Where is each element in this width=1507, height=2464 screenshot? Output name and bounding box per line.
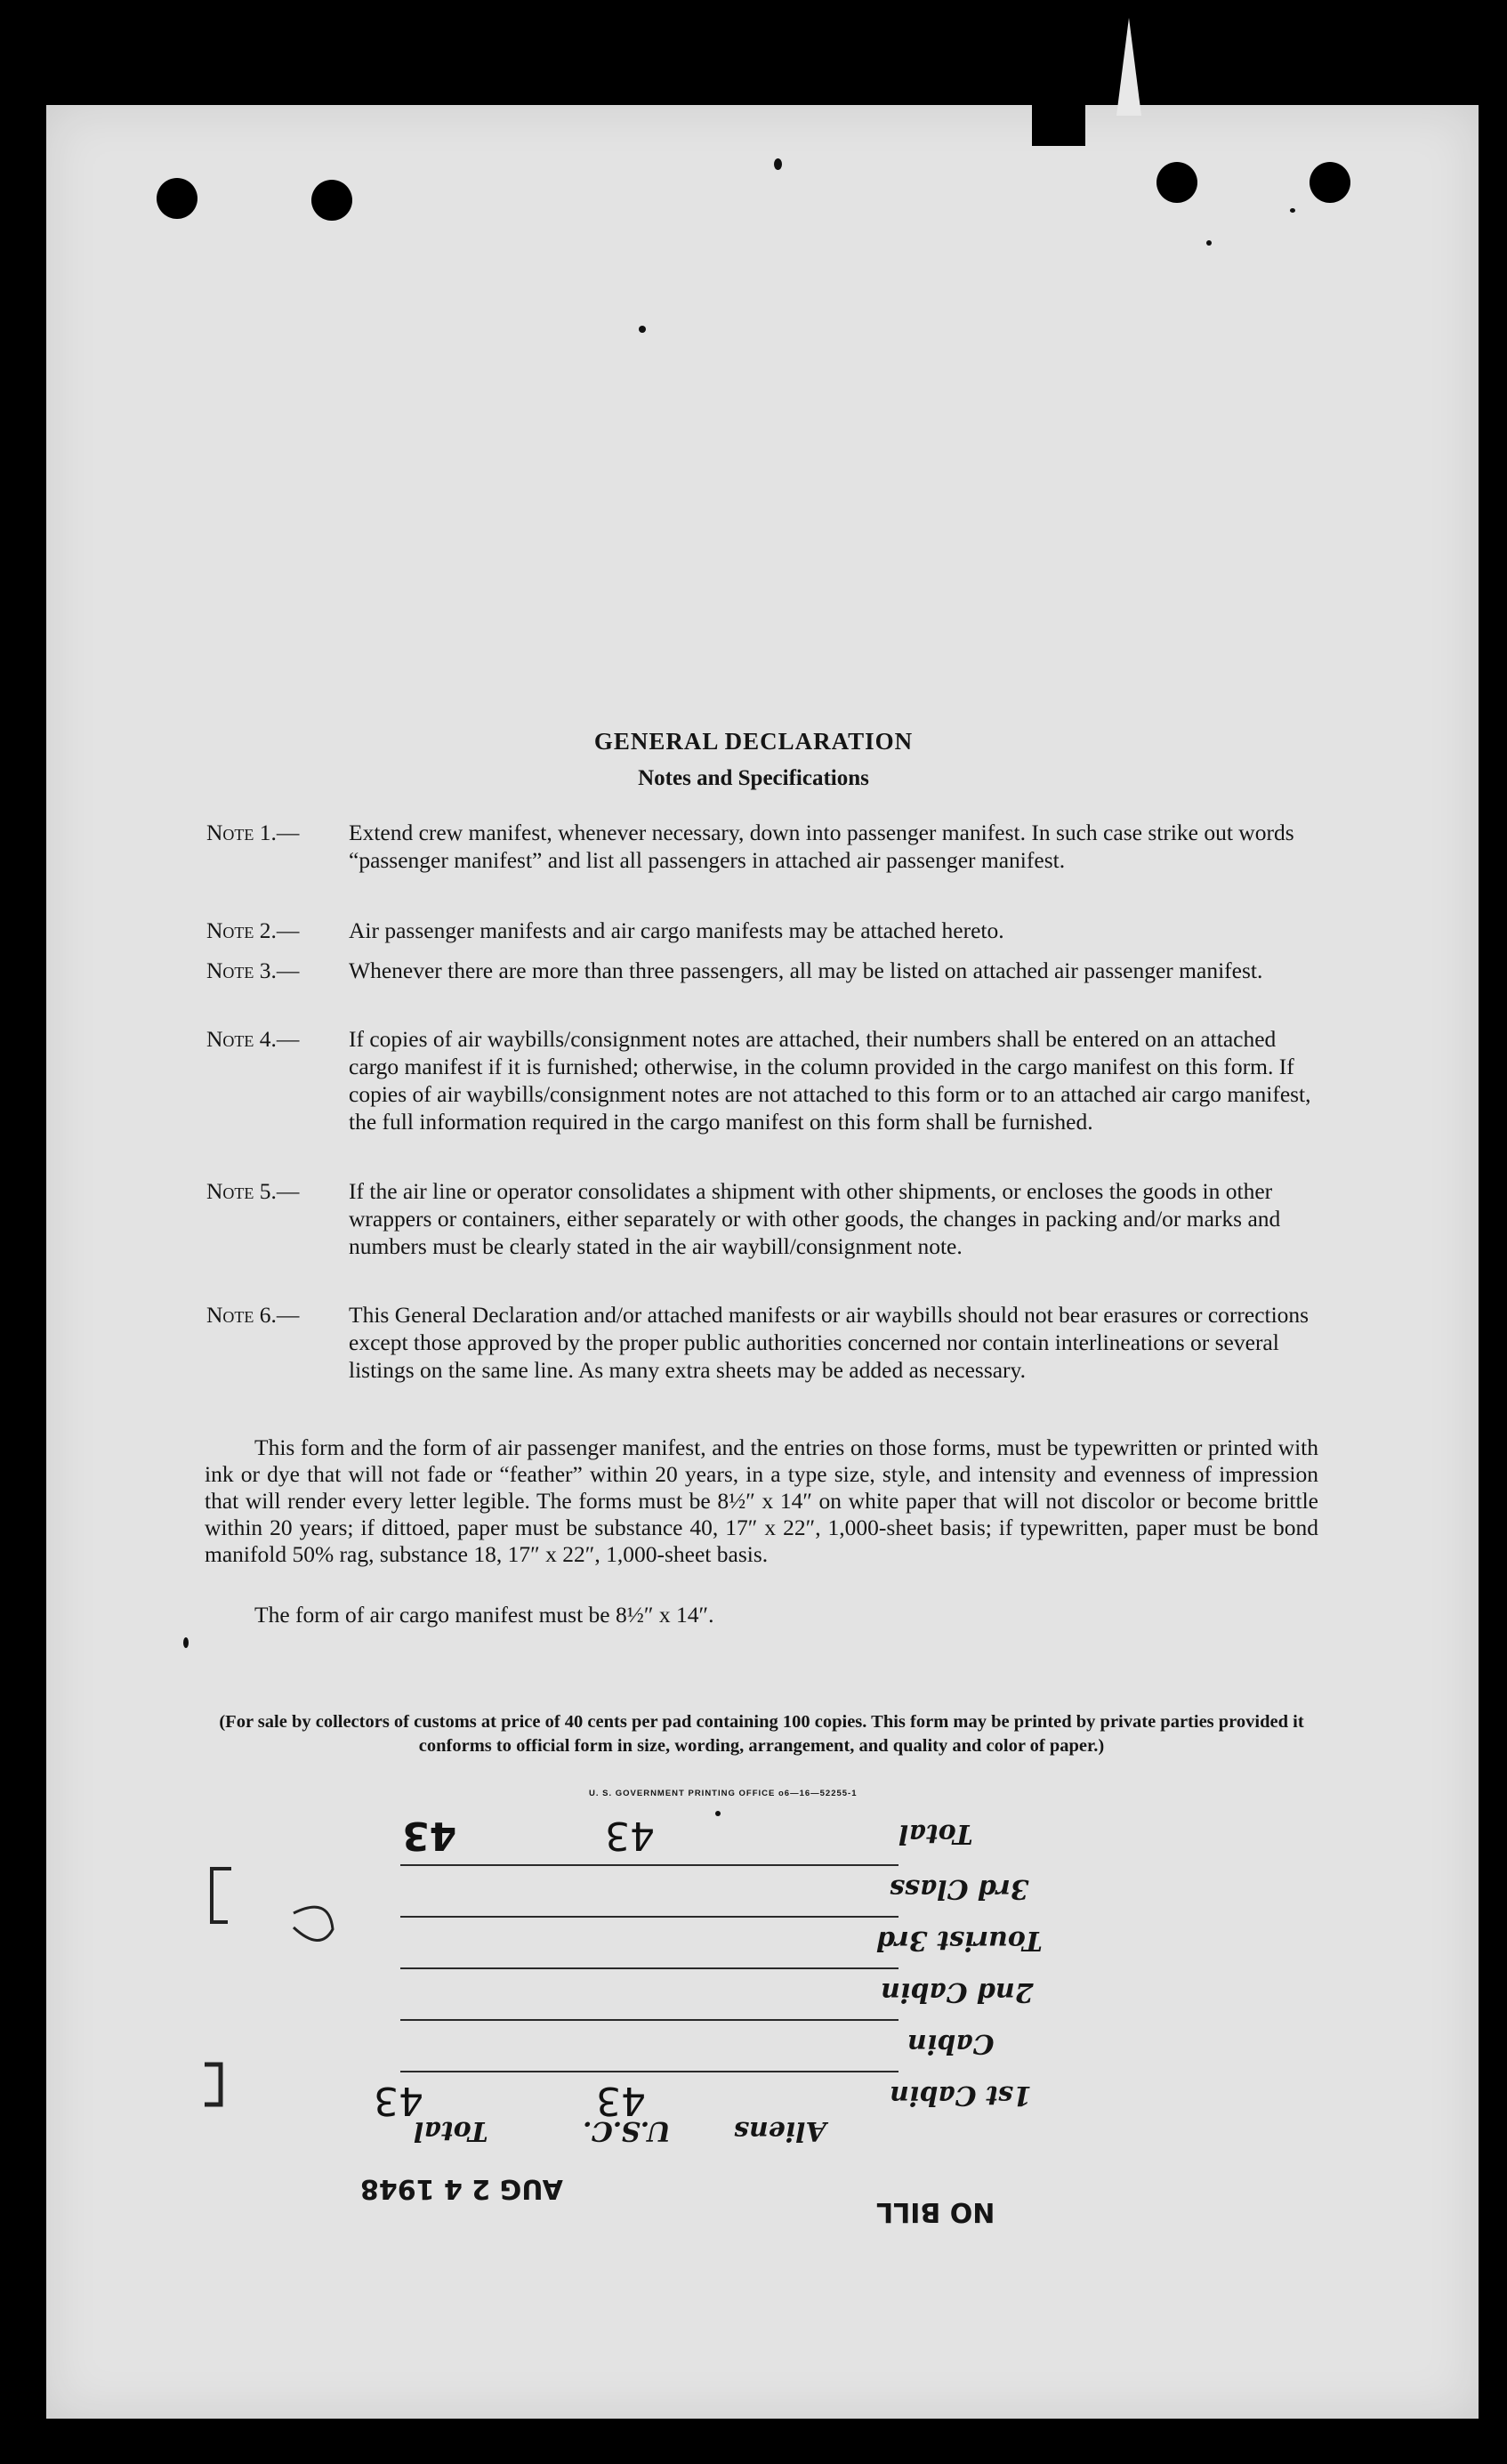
printer-line: U. S. GOVERNMENT PRINTING OFFICE o6—16—52255-1 [589,1789,858,1798]
torn-spike [1116,18,1141,116]
note-text: This General Declaration and/or attached manifests or air waybills should not bear erasures or corrections except those approved by the proper public authorities concerned nor contain interlineations or several listings on the same line. As many extra sheets may be added as necessary. [349,1302,1310,1383]
ink-speck [183,1637,189,1648]
note-label: Note 5.— [206,1178,300,1204]
declaration-title: GENERAL DECLARATION [593,728,914,755]
circle-mark [294,1907,333,1940]
handwritten-total-total: 43 [402,1813,457,1858]
bracket-mark [205,2064,221,2104]
note-label: Note 4.— [206,1026,300,1052]
handwritten-1st-total: 43 [374,2078,423,2123]
cargo-form-size [205,1602,1318,1628]
handwritten-1st-usc: 43 [596,2078,646,2123]
tally-row-label: 2nd Cabin [881,1976,1034,2008]
tally-rule [400,2071,899,2072]
note-2 [206,917,1317,944]
tally-row-label: 3rd Class [890,1873,1029,1904]
tally-column-label: Total [414,2115,488,2146]
margin-bracket-marks [178,1860,356,2145]
note-label: Note 6.— [206,1302,300,1328]
note-4 [206,1025,1317,1135]
ink-speck [639,326,646,333]
ink-speck [774,158,782,170]
note-label: Note 1.— [206,820,300,845]
tally-rule [400,1864,899,1866]
passenger-tally [374,1811,1228,2146]
note-text: Whenever there are more than three passengers, all may be listed on attached air passenger manifest. [349,957,1263,983]
tally-row-label: 1st Cabin [890,2080,1032,2111]
specification-text: This form and the form of air passenger manifest, and the entries on those forms, must be typewritten or printed with ink or dye that will not fade or “feather” within 20 years, in a type size, style, and intensity and evenness of impression that will render every letter legible. The forms must be 8½″ x 14″ on white paper that will not discolor or become brittle within 20 years; if dittoed, paper must be substance 40, 17″ x 22″, 1,000-sheet basis; if typewritten, paper must be bond manifold 50% rag, substance 18, 17″ x 22″, 1,000-sheet basis. [205,1434,1318,1567]
note-1 [206,819,1317,874]
declaration-subtitle: Notes and Specifications [638,766,869,790]
tally-row-label: Tourist 3rd [876,1925,1043,1956]
tally-row-label: Total [899,1818,973,1849]
sale-notice: (For sale by collectors of customs at price of 40 cents per pad containing 100 copies. This form may be printed by private parties provided it conforms to official form in size, wording, arrangement, and quality and color of paper.) [219,1712,1304,1756]
tally-rule [400,1916,899,1918]
note-label: Note 3.— [206,957,300,983]
punch-hole [1310,162,1350,203]
note-text: Extend crew manifest, whenever necessary, down into passenger manifest. In such case strike out words “passenger manifest” and list all passengers in attached air passenger manifest. [349,820,1294,873]
tally-rule [400,2019,899,2021]
note-6 [206,1301,1317,1384]
handwritten-total-usc: 43 [605,1813,655,1858]
note-text: Air passenger manifests and air cargo manifests may be attached hereto. [349,917,1004,943]
ink-speck [1290,208,1295,213]
note-text: If copies of air waybills/consignment notes are attached, their numbers shall be entered on an attached cargo manifest if it is furnished; otherwise, in the column provided in the cargo manifest on this form. If copies of air waybills/consignment notes are not attached to this form or to an attached air cargo manifest, the full information required in the cargo manifest on this form shall be furnished. [349,1026,1311,1135]
ink-speck [1206,240,1212,246]
punch-hole [311,180,352,221]
tally-column-label: Aliens [734,2115,826,2146]
note-label: Note 2.— [206,917,300,943]
tally-column-label: U.S.C. [583,2115,671,2146]
note-text: If the air line or operator consolidates a shipment with other shipments, or encloses the goods in other wrappers or containers, either separately or with other goods, the changes in packing and/or marks and numbers must be clearly stated in the air waybill/consignment note. [349,1178,1281,1259]
cargo-form-size-text: The form of air cargo manifest must be 8½″ x 14″. [254,1602,714,1628]
date-stamp: AUG 2 4 1948 [360,2173,563,2204]
torn-corner [1032,105,1085,146]
specification-paragraph [205,1434,1318,1568]
tally-rule [400,1967,899,1969]
tally-row-label: Cabin [907,2028,995,2059]
note-5 [206,1177,1317,1260]
no-bill-stamp: NO BILL [876,2196,995,2227]
note-3 [206,957,1317,984]
punch-hole [157,178,197,219]
bracket-mark [212,1869,231,1922]
punch-hole [1156,162,1197,203]
